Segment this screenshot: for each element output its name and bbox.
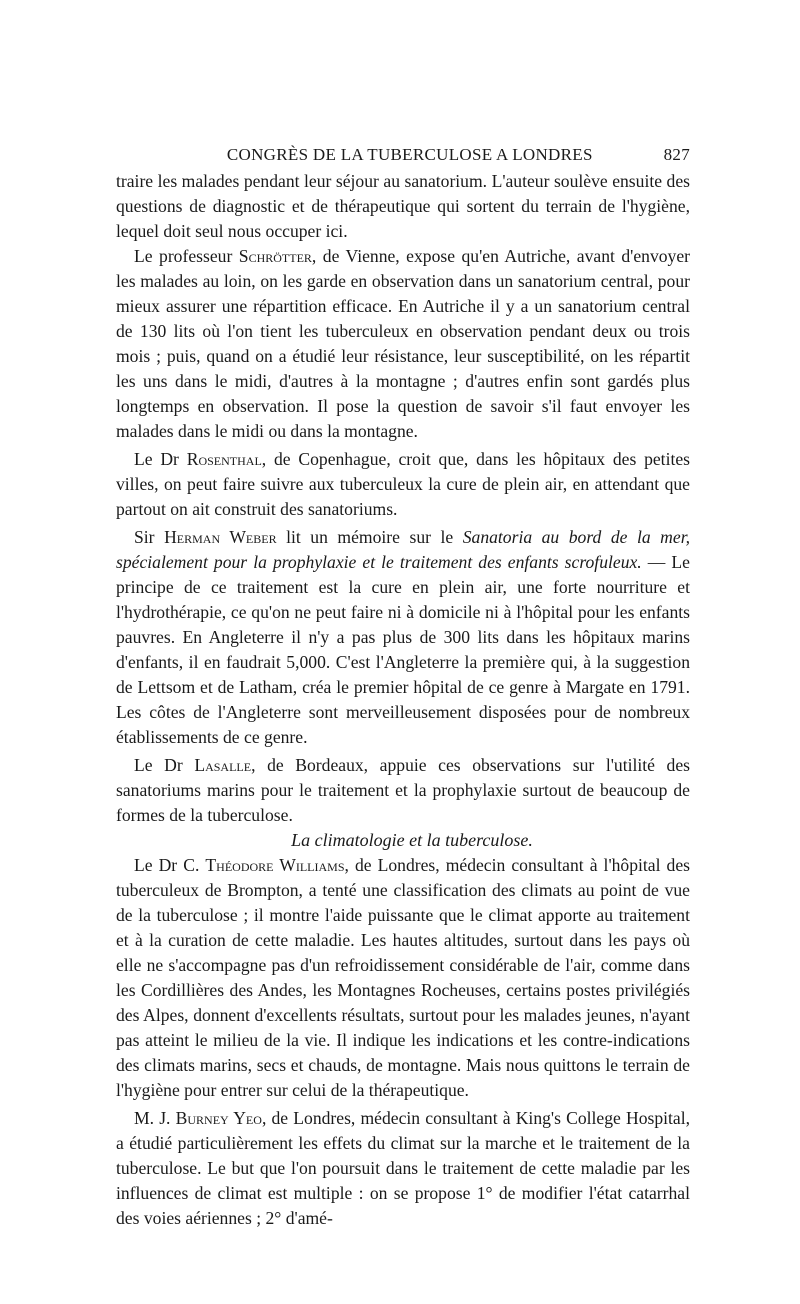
running-title: CONGRÈS DE LA TUBERCULOSE A LONDRES: [226, 145, 593, 164]
speaker-name: Schrötter: [238, 246, 312, 266]
paragraph-continuation: traire les malades pendant leur séjour au sanatorium. L'auteur soulève ensuite des questions de diagnostic et de thérapeutique qui sortent du terrain de l'hygiène, lequel doit seul nous occuper ici.: [116, 171, 690, 241]
paragraph-schrotter: Le professeur Schrötter, de Vienne, expose qu'en Autriche, avant d'envoyer les malades au loin, on les garde en observation dans un sanatorium central, pour mieux assurer une répartition efficace. En Autriche il y a un sanatorium central de 130 lits où l'on tient les tuberculeux en observation pendant deux ou trois mois ; puis, quand on a étudié leur résistance, leur susceptibilité, on les répartit les uns dans le midi, d'autres à la montagne ; d'autres enfin sont gardés plus longtemps en observation. Il pose la question de savoir s'il faut envoyer les malades dans le midi ou dans la montagne.: [116, 246, 691, 441]
page-body: [116, 169, 690, 1231]
section-heading: La climatologie et la tuberculose.: [291, 830, 533, 850]
paragraph-williams: Le Dr C. Théodore Williams, de Londres, médecin consultant à l'hôpital des tuberculeux de Brompton, a tenté une classification des climats au point de vue de la tuberculose ; il montre l'aide puissante que le climat apporte au traitement et à la curation de cette maladie. Les hautes altitudes, surtout dans les pays où elle ne s'accompagne pas d'un refroidissement considérable de l'air, comme dans les Cordillières des Andes, les Montagnes Rocheuses, certains postes privilégiés des Alpes, donnent d'excellents résultats, surtout pour les malades jeunes, n'ayant pas atteint le milieu de la vie. Il indique les indications et les contre-indications des climats marins, secs et chauds, de montagne. Mais nous quittons le terrain de l'hygiène pour entrer sur celui de la thérapeutique.: [116, 855, 690, 1100]
paragraph-rosenthal: Le Dr Rosenthal, de Copenhague, croit que, dans les hôpitaux des petites villes, on peut faire suivre aux tuberculeux la cure de plein air, en attendant que partout on ait construit des sanatoriums.: [116, 449, 691, 519]
speaker-name: Théodore Williams: [205, 855, 345, 875]
paragraph-lasalle: Le Dr Lasalle, de Bordeaux, appuie ces observations sur l'utilité des sanatoriums marins pour le traitement et la prophylaxie surtout de beaucoup de formes de la tuberculose.: [116, 755, 690, 825]
running-header: [116, 145, 690, 165]
speaker-name: Rosenthal: [186, 449, 262, 469]
paragraph-weber: Sir Herman Weber lit un mémoire sur le Sanatoria au bord de la mer, spécialement pour la prophylaxie et le traitement des enfants scrofuleux. — Le principe de ce traitement est la cure en plein air, une forte nourriture et l'hydrothérapie, ce qu'on ne peut faire ni à domicile ni à l'hôpital pour les enfants pauvres. En Angleterre il n'y a pas plus de 300 lits dans les hôpitaux marins d'enfants, il en faudrait 5,000. C'est l'Angleterre la première qui, à la suggestion de Lettsom et de Latham, créa le premier hôpital de ce genre à Margate en 1791. Les côtes de l'Angleterre sont merveilleusement disposées pour de nombreux établissements de ce genre.: [116, 527, 690, 747]
paragraph-yeo: M. J. Burney Yeo, de Londres, médecin consultant à King's College Hospital, a étudié particulièrement les effets du climat sur la marche et le traitement de la tuberculose. Le but que l'on poursuit dans le traitement de cette maladie par les influences de climat est multiple : on se propose 1° de modifier l'état catarrhal des voies aériennes ; 2° d'amé-: [116, 1108, 691, 1228]
speaker-name: Lasalle: [194, 755, 252, 775]
speaker-name: Herman Weber: [164, 527, 277, 547]
speaker-name: Burney Yeo: [175, 1108, 262, 1128]
page-number: 827: [663, 145, 690, 164]
memoir-title: Sanatoria au bord de la mer, spécialement pour la prophylaxie et le traitement des enfants scrofuleux.: [116, 527, 690, 572]
